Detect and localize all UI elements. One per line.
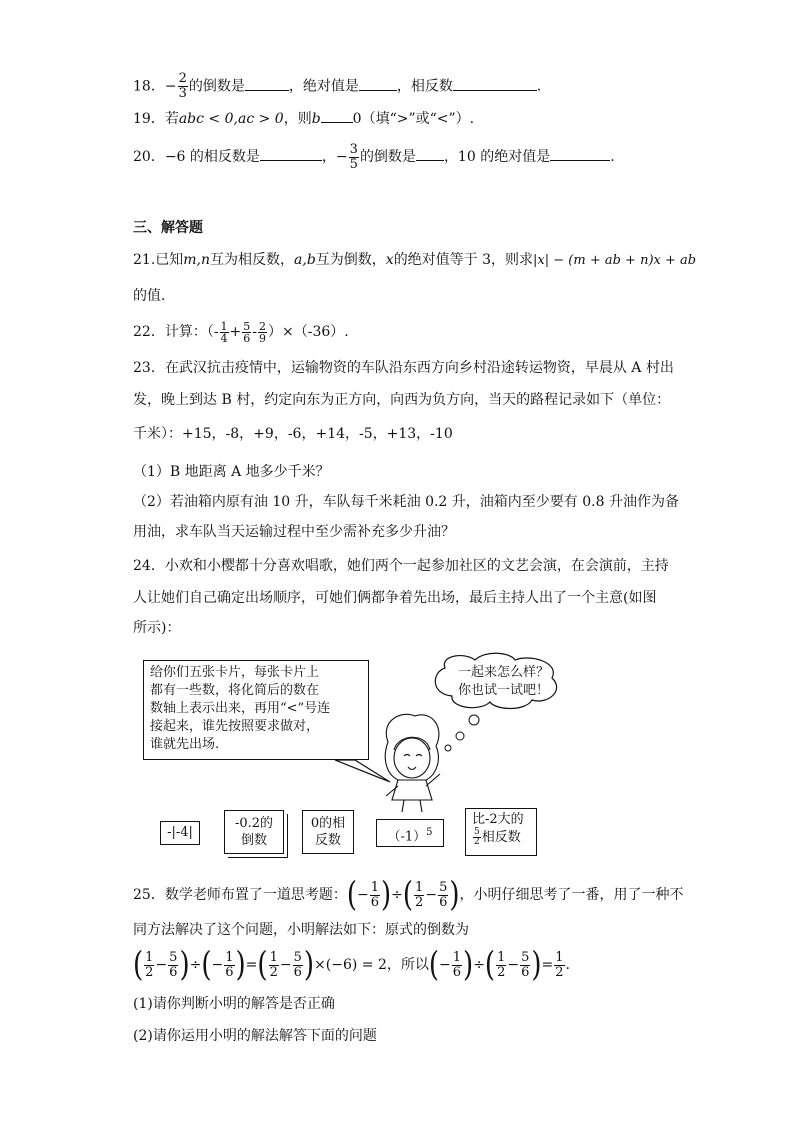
card-text: 比-2大的 — [472, 812, 524, 827]
girl-figure — [385, 714, 440, 812]
thought-dot — [445, 745, 451, 751]
fraction — [178, 72, 188, 101]
card-text: -|-4| — [167, 825, 193, 840]
question-25-line2: 同方法解决了这个问题，小明解法如下：原式的倒数为 — [133, 922, 469, 938]
speech-box — [143, 660, 369, 760]
text: ， — [321, 149, 336, 165]
text: 的倒数是 — [188, 78, 245, 95]
math-variable: m,n — [183, 252, 211, 268]
math-variable: b — [311, 111, 321, 127]
question-22 — [133, 318, 349, 346]
fraction — [473, 828, 481, 847]
numerator: 5 — [243, 319, 251, 333]
question-24-line2: 人让她们自己确定出场顺序，可她们俩都争着先出场，最后主持人出了一个主意(如图 — [133, 590, 657, 606]
denominator: 2 — [474, 837, 480, 847]
card-exponent: 5 — [426, 827, 433, 838]
question-21 — [133, 250, 696, 271]
numerator: 3 — [349, 141, 358, 157]
question-23-sub2a: （2）若油箱内原有油 10 升，车队每千米耗油 0.2 升，油箱内至少要有 0.8 升油作为备 — [133, 494, 679, 510]
question-23-sub2b: 用油，求车队当天运输过程中至少需补充多少升油？ — [133, 524, 455, 540]
fraction — [349, 143, 359, 172]
text: 的倒数是 — [359, 149, 416, 165]
answer-blank[interactable] — [359, 76, 397, 91]
question-25-line1: 25．数学老师布置了一道思考题：(− $\frac{1}{6}$ )÷( $\frac{1}{2}$ − $\frac{5}{6}$ )，小明仔细思考了一番，用了一种不 — [133, 875, 684, 915]
text: 21.已知 — [133, 252, 184, 268]
fraction — [242, 321, 251, 344]
card-5 — [465, 808, 537, 856]
numerator: 2 — [259, 319, 267, 333]
numerator: 5 — [474, 827, 480, 837]
card-text: 反数 — [314, 833, 341, 848]
speech-line: 谁就先出场. — [150, 737, 220, 752]
thought-line: 一起来怎么样？ — [458, 665, 550, 680]
answer-blank[interactable] — [245, 76, 289, 91]
question-25-part1: (1)请你判断小明的解答是否正确 — [133, 996, 335, 1012]
text: ，绝对值是 — [288, 78, 359, 95]
denominator: 5 — [349, 156, 358, 172]
text: ，所以 — [386, 957, 429, 973]
operator: - — [252, 324, 258, 340]
text: ，10 的绝对值是 — [443, 149, 551, 165]
card-1 — [160, 821, 200, 845]
fraction — [258, 321, 267, 344]
question-23-line2: 发，晚上到达 B 村，约定向东为正方向，向西为负方向，当天的路程记录如下（单位： — [133, 392, 671, 408]
card-2 — [224, 810, 284, 854]
section-heading: 三、解答题 — [133, 220, 203, 236]
question-18 — [133, 72, 551, 101]
card-text: 相反数 — [481, 830, 521, 845]
thought-dot — [456, 732, 464, 740]
speech-line: 接起来，谁先按照要求做对， — [150, 719, 320, 734]
question-19 — [133, 108, 474, 129]
answer-blank[interactable] — [416, 146, 444, 161]
text: 25．数学老师布置了一道思考题： — [133, 887, 347, 903]
question-number: 20． — [133, 149, 165, 165]
text: −6 的相反数是 — [164, 149, 260, 165]
denominator: 9 — [259, 331, 267, 345]
answer-blank[interactable] — [321, 108, 353, 123]
speech-line: 都有一些数，将化简后的数在 — [150, 683, 320, 698]
text: 的绝对值等于 3，则求 — [393, 252, 534, 268]
question-23-line3: 千米）：+15，-8，+9，-6，+14，-5，+13，-10 — [133, 426, 453, 442]
question-23-sub1: （1）B 地距离 A 地多少千米？ — [133, 464, 330, 480]
speech-line: 给你们五张卡片，每张卡片上 — [150, 665, 320, 680]
thought-text — [458, 664, 549, 700]
question-25-line3: ( $\frac{1}{2}$ − $\frac{5}{6}$ )÷(− $\frac{1}{6}$ )=( $\frac{1}{2}$ − $\frac{5}{6}$ )×(−6) = 2，所以(− $\frac{1}{6}$ )÷( $\frac{1}{2}$ − $\frac{5}{6}$ )= $\frac{1}{2}$ . — [133, 945, 570, 985]
math-expression: |x| − (m + ab + n)x + ab — [533, 253, 697, 268]
text: ，则 — [283, 111, 312, 127]
speech-line: 数轴上表示出来，再用“<”号连 — [150, 701, 331, 716]
text: . — [610, 149, 615, 165]
text: 互为倒数， — [315, 252, 386, 268]
card-text-row — [472, 828, 536, 847]
card-3 — [302, 810, 354, 854]
answer-blank[interactable] — [260, 146, 322, 161]
card-4 — [376, 819, 444, 847]
minus-sign: − — [164, 78, 177, 95]
text: 若 — [164, 111, 179, 127]
operator: + — [229, 324, 242, 340]
question-25-part2: (2)请你运用小明的解法解答下面的问题 — [133, 1028, 377, 1044]
question-20 — [133, 142, 615, 172]
card-text: 0的相 — [310, 816, 346, 831]
answer-blank[interactable] — [550, 146, 610, 161]
denominator: 3 — [178, 86, 187, 101]
speech-bubble-tail — [335, 760, 390, 782]
answer-blank[interactable] — [453, 76, 537, 91]
denominator: 4 — [220, 331, 228, 345]
text: ，小明仔细思考了一番，用了一种不 — [459, 887, 684, 903]
math-variable: x — [385, 252, 394, 268]
thought-line: 你也试一试吧！ — [458, 683, 550, 698]
question-number: 18． — [133, 78, 165, 95]
question-23-line1: 23．在武汉抗击疫情中，运输物资的车队沿东西方向乡村沿途转运物资，早晨从 A 村出 — [133, 360, 674, 376]
text: ． — [536, 78, 551, 95]
minus-sign: − — [335, 149, 348, 165]
question-24-line3: 所示)： — [133, 620, 181, 636]
numerator: 2 — [178, 71, 187, 86]
card-shadow — [228, 814, 288, 858]
card-text: -0.2的 — [234, 816, 274, 831]
fraction — [220, 321, 229, 344]
math-condition: abc < 0,ac > 0 — [178, 111, 284, 127]
card-text: 倒数 — [240, 833, 267, 848]
text: 0（填“>”或“<”）. — [352, 111, 475, 127]
denominator: 6 — [243, 331, 251, 345]
card-text: （-1） — [387, 829, 427, 845]
question-21-line2: 的值． — [133, 288, 175, 304]
thought-dot — [469, 715, 479, 725]
numerator: 1 — [220, 319, 228, 333]
text: ，相反数 — [396, 78, 453, 95]
question-number: 19． — [133, 111, 165, 127]
question-24-line1: 24．小欢和小樱都十分喜欢唱歌，她们两个一起参加社区的文艺会演，在会演前，主持 — [133, 558, 669, 574]
text: 22．计算：（- — [133, 324, 219, 340]
text: ）×（-36）. — [268, 324, 349, 340]
math-variable: a,b — [294, 252, 316, 268]
text: 互为相反数， — [210, 252, 295, 268]
